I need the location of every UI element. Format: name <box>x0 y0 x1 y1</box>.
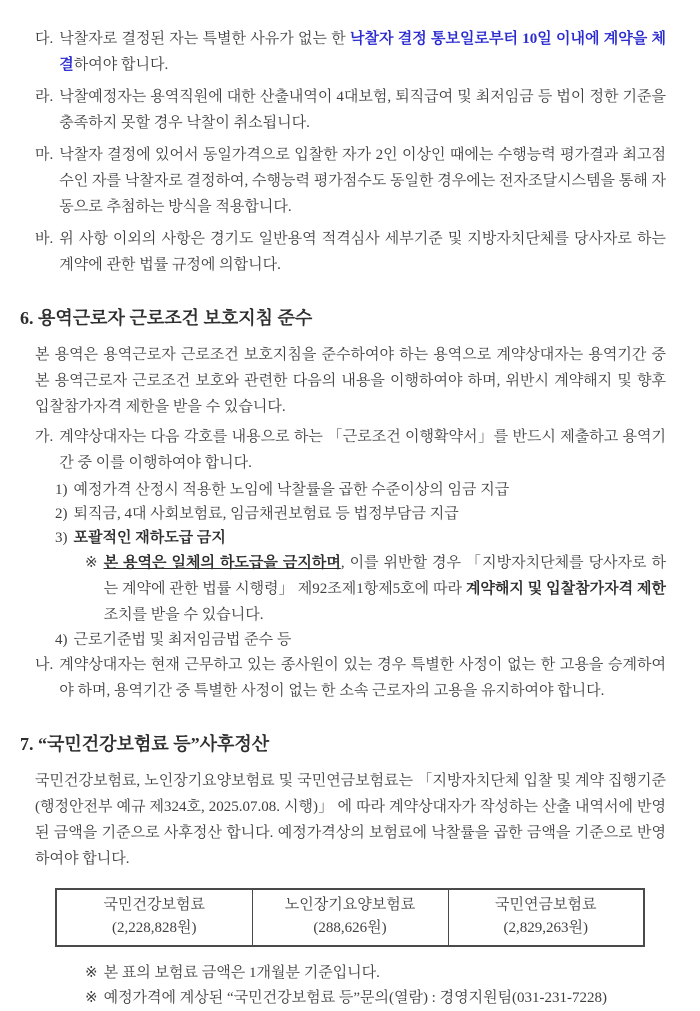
list-item-label: 1) <box>55 482 68 498</box>
table-row <box>56 889 644 946</box>
insurance-name: 국민건강보험료 <box>103 897 205 913</box>
list-item-ra <box>35 84 666 136</box>
list-item-label: 가. <box>35 429 54 445</box>
insurance-amount: (2,228,828원) <box>112 920 197 936</box>
reference-mark: ※ <box>85 965 98 981</box>
section6-numbered-1 <box>55 478 666 502</box>
note-text: 본 표의 보험료 금액은 1개월분 기준입니다. <box>103 965 380 981</box>
section6-subnote <box>85 550 666 628</box>
list-item-label: 나. <box>35 657 54 673</box>
insurance-amount: (288,626원) <box>313 920 387 936</box>
list-item-text: 퇴직금, 4대 사회보험료, 임금채권보험료 등 법정부담금 지급 <box>73 506 459 522</box>
reference-mark: ※ <box>85 555 98 571</box>
list-item-text: 근로기준법 및 최저임금법 준수 등 <box>73 632 292 648</box>
reference-mark: ※ <box>85 990 98 1006</box>
list-item-ba <box>35 226 666 278</box>
insurance-name: 국민연금보험료 <box>495 897 597 913</box>
list-item-label: 2) <box>55 506 68 522</box>
list-item-text: 포괄적인 재하도급 금지 <box>73 530 226 546</box>
insurance-cell-health <box>56 889 252 946</box>
list-item-text: 낙찰자 결정에 있어서 동일가격으로 입찰한 자가 2인 이상인 때에는 수행능력 평가결과 최고점수인 자를 낙찰자로 결정하여, 수행능력 평가점수도 동일한 경우에는 전자조달시스템을 통해 자동으로 추첨하는 방식을 적용합니다. <box>59 147 666 215</box>
section7-note-2 <box>85 986 666 1011</box>
list-item-label: 마. <box>35 147 54 163</box>
list-item-label: 3) <box>55 530 68 546</box>
list-item-text: 낙찰자로 결정된 자는 특별한 사유가 없는 한 낙찰자 결정 통보일로부터 10일 이내에 계약을 체결하여야 합니다. <box>59 31 666 73</box>
section7-note-1 <box>85 961 666 986</box>
section6-numbered-4 <box>55 628 666 652</box>
insurance-name: 노인장기요양보험료 <box>284 897 416 913</box>
section6-intro: 본 용역은 용역근로자 근로조건 보호지침을 준수하여야 하는 용역으로 계약상대자는 용역기간 중 본 용역근로자 근로조건 보호와 관련한 다음의 내용을 이행하여야 하며, 위반시 계약해지 및 향후 입찰참가자격 제한을 받을 수 있습니다. <box>35 347 666 415</box>
section6-numbered-3 <box>55 526 666 550</box>
list-item-text: 낙찰예정자는 용역직원에 대한 산출내역이 4대보험, 퇴직급여 및 최저임금 등 법이 정한 기준을 충족하지 못할 경우 낙찰이 취소됩니다. <box>59 89 666 131</box>
list-item-text: 계약상대자는 현재 근무하고 있는 종사원이 있는 경우 특별한 사정이 없는 한 고용을 승계하여야 하며, 용역기간 중 특별한 사정이 없는 한 소속 근로자의 고용을 유지하여야 합니다. <box>59 657 666 699</box>
list-item-label: 바. <box>35 231 54 247</box>
list-item-text: 위 사항 이외의 사항은 경기도 일반용역 적격심사 세부기준 및 지방자치단체를 당사자로 하는 계약에 관한 법률 규정에 의합니다. <box>59 231 666 273</box>
list-item-label: 4) <box>55 632 68 648</box>
section6-item-na <box>35 652 666 704</box>
list-item-label: 라. <box>35 89 54 105</box>
insurance-table <box>55 888 645 947</box>
note-text: 예정가격에 계상된 “국민건강보험료 등”문의(열람) : 경영지원팀(031-231-7228) <box>103 990 608 1006</box>
section6-heading: 6. 용역근로자 근로조건 보호지침 준수 <box>20 308 313 328</box>
section7-body: 국민건강보험료, 노인장기요양보험료 및 국민연금보험료는 「지방자치단체 입찰 및 계약 집행기준(행정안전부 예규 제324호, 2025.07.08. 시행)」 에 따라 계약상대자가 작성하는 산출 내역서에 반영된 금액을 기준으로 사후정산 합니다. 예정가격상의 보험료에 낙찰률을 곱한 금액을 기준으로 반영하여야 합니다. <box>35 773 666 867</box>
insurance-cell-pension <box>448 889 644 946</box>
list-item-ma <box>35 142 666 220</box>
insurance-amount: (2,829,263원) <box>503 920 588 936</box>
section6-item-ga <box>35 424 666 476</box>
section6-numbered-2 <box>55 502 666 526</box>
subnote-text: 본 용역은 일체의 하도급을 금지하며, 이를 위반할 경우 「지방자치단체를 당사자로 하는 계약에 관한 법률 시행령」 제92조제1항제5호에 따라 계약해지 및 입찰참가자격 제한 조치를 받을 수 있습니다. <box>103 555 666 623</box>
section7-heading: 7. “국민건강보험료 등”사후정산 <box>20 734 270 754</box>
list-item-text: 예정가격 산정시 적용한 노임에 낙찰률을 곱한 수준이상의 임금 지급 <box>73 482 510 498</box>
list-item-text: 계약상대자는 다음 각호를 내용으로 하는 「근로조건 이행확약서」를 반드시 제출하고 용역기간 중 이를 이행하여야 합니다. <box>59 429 666 471</box>
list-item-label: 다. <box>35 31 54 47</box>
list-item-da <box>35 26 666 78</box>
insurance-cell-longterm-care <box>252 889 448 946</box>
